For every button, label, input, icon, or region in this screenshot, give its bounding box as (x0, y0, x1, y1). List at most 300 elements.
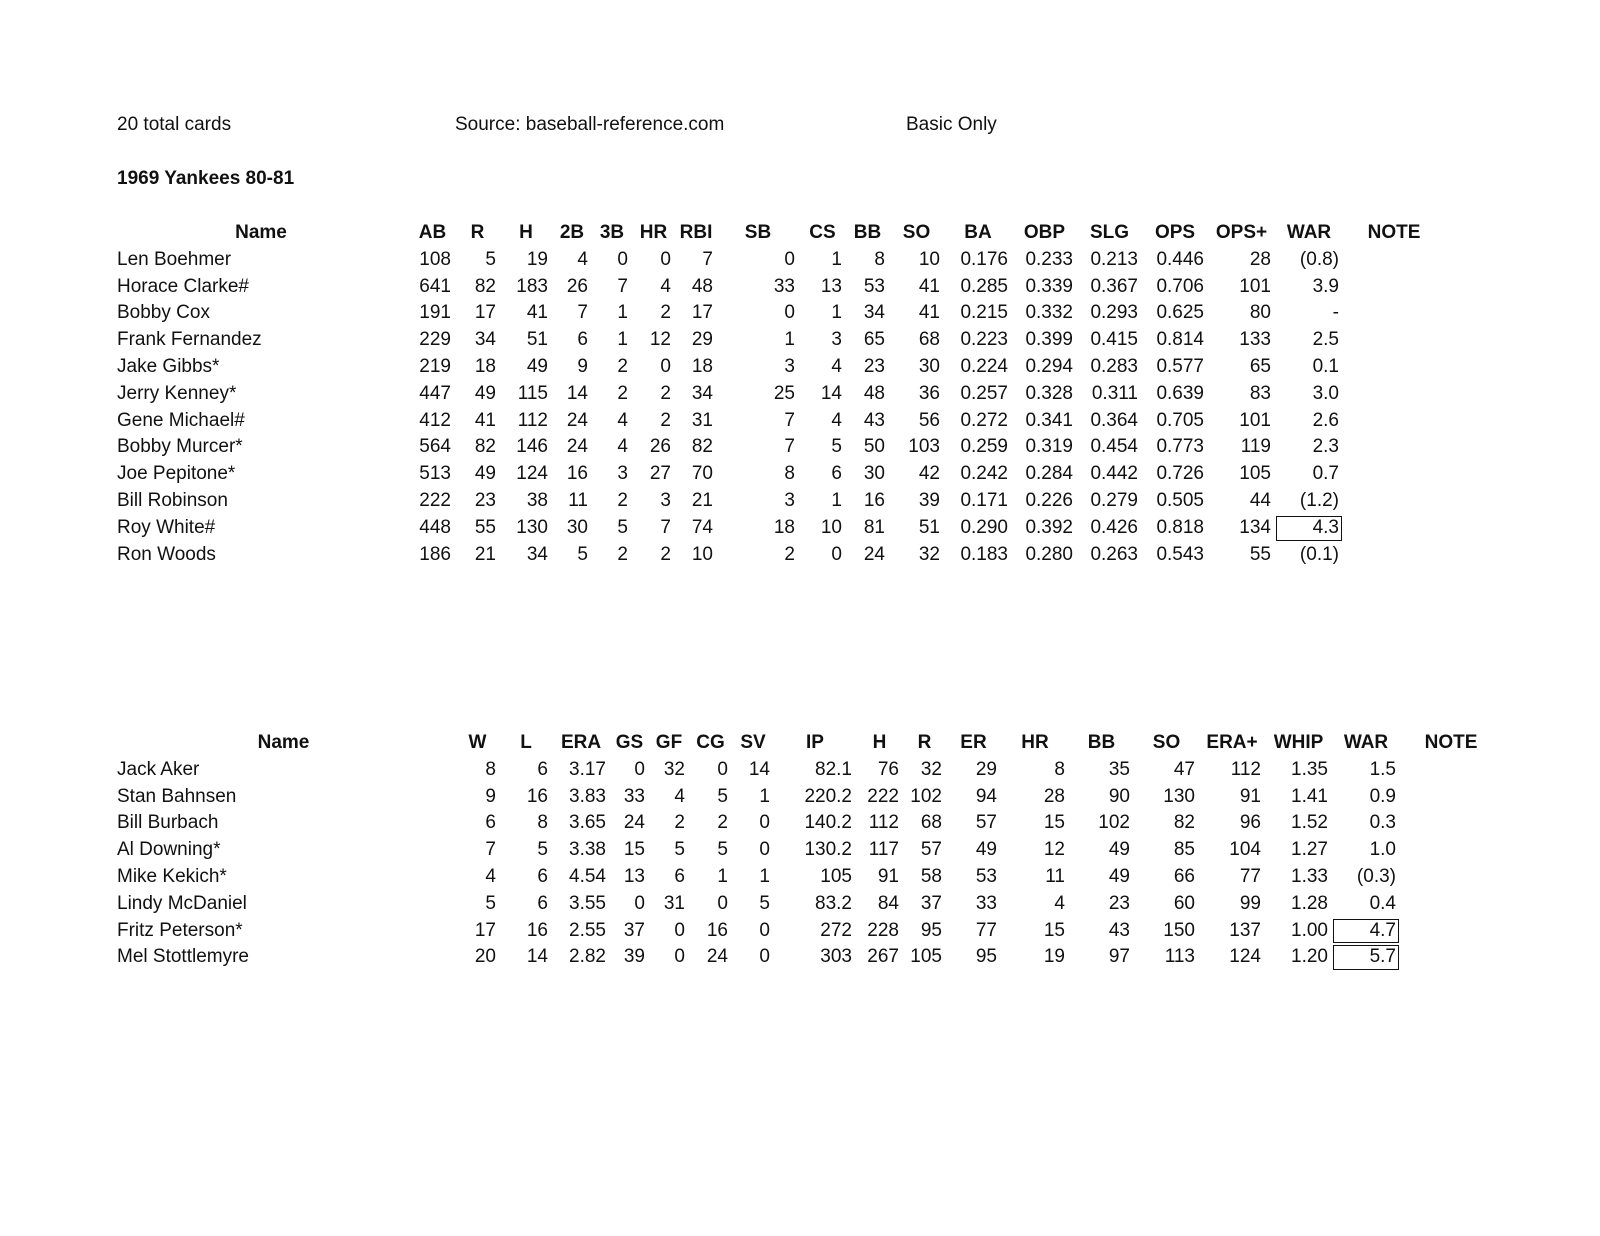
batting-cell-rbi: 74 (691, 516, 713, 538)
pitching-cell-hr: 4 (1054, 892, 1065, 914)
batting-cell-3b: 4 (617, 409, 628, 431)
pitching-cell-hr: 28 (1043, 785, 1065, 807)
batting-cell-note (1343, 434, 1445, 461)
batting-cell-war: 3.0 (1312, 382, 1339, 404)
batting-cell-cs: 13 (820, 275, 842, 297)
batting-cell-bb: 16 (863, 489, 885, 511)
batting-cell-2b: 30 (566, 516, 588, 538)
pitching-cell-l: 14 (526, 946, 548, 968)
pitching-cell-whip: 1.41 (1291, 785, 1328, 807)
batting-cell-sb: 7 (784, 436, 795, 458)
pitching-table (112, 730, 1502, 971)
pitching-row (112, 944, 1502, 971)
pitching-cell-gf: 4 (674, 785, 685, 807)
pitching-cell-w: 20 (474, 946, 496, 968)
batting-cell-name: Jake Gibbs* (117, 355, 220, 377)
batting-cell-h: 34 (526, 543, 548, 565)
batting-row (112, 247, 1445, 274)
pitching-col-header-h: H (872, 732, 887, 753)
batting-cell-ba: 0.224 (960, 355, 1008, 377)
batting-cell-obp: 0.319 (1025, 436, 1073, 458)
pitching-row (112, 891, 1502, 918)
batting-row (112, 542, 1445, 569)
batting-cell-ops-plus: 119 (1240, 436, 1271, 458)
pitching-cell-bb: 43 (1108, 919, 1130, 941)
batting-col-header-name: Name (235, 222, 287, 243)
batting-cell-sb: 8 (784, 463, 795, 485)
batting-cell-2b: 24 (566, 436, 588, 458)
batting-cell-2b: 14 (566, 382, 588, 404)
batting-cell-r: 5 (485, 248, 496, 270)
batting-cell-ab: 229 (419, 329, 451, 351)
batting-cell-hr: 27 (649, 463, 671, 485)
batting-cell-2b: 7 (577, 302, 588, 324)
pitching-cell-r: 102 (910, 785, 942, 807)
batting-cell-name: Horace Clarke# (117, 275, 249, 297)
batting-cell-ops: 0.705 (1156, 409, 1204, 431)
batting-cell-bb: 53 (863, 275, 885, 297)
batting-cell-2b: 5 (577, 543, 588, 565)
pitching-cell-r: 95 (920, 919, 942, 941)
batting-cell-war: (0.8) (1299, 248, 1339, 270)
batting-cell-war: 4.3 (1275, 515, 1343, 542)
batting-cell-r: 17 (474, 302, 496, 324)
batting-cell-rbi: 29 (691, 329, 713, 351)
batting-cell-ops-plus: 65 (1249, 355, 1271, 377)
batting-cell-slg: 0.213 (1090, 248, 1138, 270)
batting-cell-war: 3.9 (1312, 275, 1339, 297)
batting-cell-ab: 186 (419, 543, 451, 565)
batting-cell-cs: 1 (831, 302, 842, 324)
pitching-cell-note (1400, 810, 1502, 837)
batting-cell-3b: 0 (617, 248, 628, 270)
pitching-cell-r: 57 (920, 839, 942, 861)
batting-cell-bb: 43 (863, 409, 885, 431)
batting-cell-so: 39 (918, 489, 940, 511)
batting-cell-h: 49 (526, 355, 548, 377)
batting-cell-rbi: 48 (691, 275, 713, 297)
pitching-cell-whip: 1.35 (1291, 758, 1328, 780)
pitching-cell-h: 112 (868, 812, 899, 834)
batting-cell-ops: 0.505 (1156, 489, 1204, 511)
pitching-cell-bb: 49 (1108, 839, 1130, 861)
source-label: Source: baseball-reference.com (455, 114, 725, 135)
batting-cell-r: 49 (474, 382, 496, 404)
batting-cell-so: 10 (918, 248, 940, 270)
pitching-cell-w: 5 (485, 892, 496, 914)
batting-cell-cs: 6 (831, 463, 842, 485)
pitching-cell-note (1400, 837, 1502, 864)
pitching-cell-era: 3.65 (569, 812, 606, 834)
pitching-cell-gf: 31 (663, 892, 685, 914)
batting-cell-hr: 2 (660, 409, 671, 431)
pitching-cell-ip: 303 (820, 946, 852, 968)
pitching-cell-sv: 1 (759, 865, 770, 887)
batting-cell-ops: 0.818 (1156, 516, 1204, 538)
pitching-col-header-er: ER (960, 732, 987, 753)
pitching-cell-l: 16 (526, 919, 548, 941)
batting-cell-3b: 1 (617, 302, 628, 324)
pitching-cell-gs: 15 (623, 839, 645, 861)
batting-col-header-h: H (519, 222, 533, 243)
batting-cell-ops: 0.543 (1156, 543, 1204, 565)
batting-cell-war: 2.6 (1312, 409, 1339, 431)
pitching-cell-gs: 39 (623, 946, 645, 968)
batting-cell-note (1343, 488, 1445, 515)
batting-cell-ba: 0.272 (960, 409, 1008, 431)
batting-cell-name: Gene Michael# (117, 409, 245, 431)
batting-cell-hr: 2 (660, 302, 671, 324)
batting-cell-h: 183 (516, 275, 548, 297)
batting-cell-sb: 1 (784, 329, 795, 351)
pitching-cell-ip: 83.2 (815, 892, 852, 914)
batting-cell-r: 18 (474, 355, 496, 377)
pitching-cell-h: 84 (877, 892, 899, 914)
batting-cell-name: Frank Fernandez (117, 329, 262, 351)
batting-cell-obp: 0.339 (1025, 275, 1073, 297)
batting-cell-slg: 0.283 (1090, 355, 1138, 377)
pitching-cell-sv: 0 (759, 946, 770, 968)
pitching-cell-gf: 2 (674, 812, 685, 834)
pitching-cell-r: 37 (920, 892, 942, 914)
batting-cell-note (1343, 515, 1445, 542)
batting-cell-slg: 0.311 (1091, 382, 1138, 404)
batting-cell-name: Bobby Cox (117, 302, 210, 324)
pitching-cell-ip: 140.2 (804, 812, 852, 834)
pitching-cell-bb: 35 (1108, 758, 1130, 780)
batting-cell-ba: 0.215 (960, 302, 1008, 324)
batting-cell-ops-plus: 80 (1249, 302, 1271, 324)
pitching-cell-gf: 32 (663, 758, 685, 780)
batting-cell-hr: 26 (649, 436, 671, 458)
pitching-cell-sv: 1 (759, 785, 770, 807)
batting-col-header-slg: SLG (1089, 222, 1130, 243)
pitching-cell-name: Bill Burbach (117, 812, 219, 834)
batting-cell-bb: 81 (863, 516, 885, 538)
pitching-cell-er: 49 (975, 839, 997, 861)
batting-cell-2b: 11 (568, 489, 588, 511)
batting-cell-r: 21 (474, 543, 496, 565)
batting-cell-hr: 12 (649, 329, 671, 351)
batting-cell-hr: 3 (660, 489, 671, 511)
pitching-cell-so: 47 (1173, 758, 1195, 780)
batting-cell-rbi: 82 (691, 436, 713, 458)
batting-cell-rbi: 7 (702, 248, 713, 270)
pitching-cell-sv: 0 (759, 919, 770, 941)
batting-cell-war: 0.1 (1312, 355, 1339, 377)
batting-cell-h: 19 (526, 248, 548, 270)
pitching-cell-er: 77 (975, 919, 997, 941)
batting-cell-ops-plus: 55 (1249, 543, 1271, 565)
batting-cell-sb: 18 (773, 516, 795, 538)
batting-cell-note (1343, 327, 1445, 354)
pitching-cell-name: Fritz Peterson* (117, 919, 243, 941)
batting-cell-ops: 0.814 (1156, 329, 1204, 351)
pitching-col-header-note: NOTE (1424, 732, 1478, 753)
batting-cell-name: Jerry Kenney* (117, 382, 237, 404)
pitching-cell-era-plus: 124 (1229, 946, 1261, 968)
pitching-row (112, 918, 1502, 945)
batting-cell-ops: 0.726 (1156, 463, 1204, 485)
batting-cell-hr: 4 (660, 275, 671, 297)
pitching-cell-gs: 13 (623, 865, 645, 887)
batting-cell-2b: 6 (577, 329, 588, 351)
pitching-cell-gf: 5 (674, 839, 685, 861)
batting-cell-ops-plus: 134 (1239, 516, 1271, 538)
batting-cell-slg: 0.454 (1090, 436, 1138, 458)
pitching-col-header-so: SO (1152, 732, 1181, 753)
pitching-col-header-bb: BB (1087, 732, 1116, 753)
batting-cell-cs: 14 (820, 382, 842, 404)
pitching-cell-ip: 272 (820, 919, 852, 941)
batting-cell-h: 38 (526, 489, 548, 511)
pitching-cell-era-plus: 104 (1229, 839, 1261, 861)
pitching-cell-whip: 1.52 (1291, 812, 1328, 834)
batting-cell-ops: 0.577 (1156, 355, 1204, 377)
batting-cell-bb: 24 (863, 543, 885, 565)
pitching-cell-hr: 15 (1043, 919, 1065, 941)
pitching-cell-l: 6 (537, 892, 548, 914)
pitching-cell-bb: 49 (1108, 865, 1130, 887)
pitching-cell-bb: 90 (1108, 785, 1130, 807)
batting-row (112, 354, 1445, 381)
batting-cell-sb: 3 (784, 355, 795, 377)
batting-cell-sb: 3 (784, 489, 795, 511)
batting-row (112, 300, 1445, 327)
batting-col-header-cs: CS (809, 222, 836, 243)
pitching-cell-h: 91 (877, 865, 899, 887)
batting-cell-ab: 412 (419, 409, 451, 431)
pitching-cell-whip: 1.33 (1291, 865, 1328, 887)
batting-cell-obp: 0.226 (1025, 489, 1073, 511)
batting-cell-cs: 10 (820, 516, 842, 538)
batting-cell-slg: 0.279 (1090, 489, 1138, 511)
batting-cell-hr: 2 (660, 382, 671, 404)
pitching-col-header-l: L (520, 732, 532, 753)
batting-cell-so: 42 (918, 463, 940, 485)
pitching-cell-er: 95 (975, 946, 997, 968)
batting-cell-name: Ron Woods (117, 543, 216, 565)
batting-cell-r: 82 (474, 436, 496, 458)
pitching-cell-name: Lindy McDaniel (117, 892, 247, 914)
batting-cell-3b: 2 (617, 382, 628, 404)
batting-cell-cs: 1 (831, 248, 842, 270)
batting-cell-bb: 30 (863, 463, 885, 485)
batting-cell-3b: 5 (617, 516, 628, 538)
batting-cell-obp: 0.328 (1025, 382, 1073, 404)
batting-col-header-ab: AB (418, 222, 447, 243)
batting-cell-ops: 0.625 (1156, 302, 1204, 324)
batting-cell-ops: 0.639 (1156, 382, 1204, 404)
batting-cell-war: 2.3 (1312, 436, 1339, 458)
batting-cell-r: 49 (474, 463, 496, 485)
batting-col-header-note: NOTE (1367, 222, 1421, 243)
pitching-cell-era: 3.38 (569, 839, 606, 861)
batting-cell-ops-plus: 101 (1239, 409, 1271, 431)
pitching-cell-r: 58 (920, 865, 942, 887)
pitching-cell-so: 130 (1163, 785, 1195, 807)
pitching-cell-gf: 6 (674, 865, 685, 887)
pitching-cell-cg: 2 (717, 812, 728, 834)
batting-cell-rbi: 10 (691, 543, 713, 565)
batting-cell-h: 130 (516, 516, 548, 538)
batting-cell-note (1343, 381, 1445, 408)
batting-col-header-rbi: RBI (679, 222, 713, 243)
batting-cell-sb: 25 (773, 382, 795, 404)
batting-cell-ba: 0.290 (960, 516, 1008, 538)
pitching-cell-so: 150 (1163, 919, 1195, 941)
batting-cell-3b: 3 (617, 463, 628, 485)
batting-table (112, 220, 1445, 568)
pitching-cell-h: 117 (868, 839, 899, 861)
batting-cell-ba: 0.171 (960, 489, 1008, 511)
mode-label: Basic Only (906, 114, 997, 135)
batting-col-header-bb: BB (853, 222, 882, 243)
batting-row (112, 327, 1445, 354)
batting-cell-so: 68 (918, 329, 940, 351)
pitching-cell-gf: 0 (674, 919, 685, 941)
batting-col-header-obp: OBP (1023, 222, 1066, 243)
pitching-cell-so: 82 (1173, 812, 1195, 834)
pitching-cell-so: 85 (1173, 839, 1195, 861)
batting-col-header-3b: 3B (599, 222, 625, 243)
batting-cell-name: Bill Robinson (117, 489, 228, 511)
batting-cell-ab: 447 (419, 382, 451, 404)
pitching-cell-war: 0.3 (1369, 812, 1396, 834)
pitching-cell-w: 7 (485, 839, 496, 861)
pitching-cell-era: 2.55 (569, 919, 606, 941)
batting-cell-note (1343, 461, 1445, 488)
pitching-cell-l: 5 (537, 839, 548, 861)
batting-cell-so: 51 (918, 516, 940, 538)
batting-cell-note (1343, 542, 1445, 569)
pitching-cell-l: 6 (537, 865, 548, 887)
batting-cell-so: 103 (908, 436, 940, 458)
batting-cell-ab: 191 (419, 302, 451, 324)
pitching-cell-cg: 24 (706, 946, 728, 968)
batting-cell-war: 0.7 (1312, 463, 1339, 485)
pitching-cell-so: 113 (1164, 946, 1195, 968)
pitching-cell-l: 6 (537, 758, 548, 780)
pitching-cell-era-plus: 137 (1229, 919, 1261, 941)
pitching-cell-hr: 11 (1045, 865, 1065, 887)
pitching-cell-w: 8 (485, 758, 496, 780)
batting-cell-obp: 0.399 (1025, 329, 1073, 351)
batting-cell-h: 146 (516, 436, 548, 458)
batting-cell-bb: 65 (863, 329, 885, 351)
batting-cell-note (1343, 247, 1445, 274)
batting-cell-bb: 48 (863, 382, 885, 404)
pitching-cell-era: 3.55 (569, 892, 606, 914)
batting-cell-3b: 7 (617, 275, 628, 297)
batting-cell-obp: 0.294 (1025, 355, 1073, 377)
batting-col-header-ops-plus: OPS+ (1215, 222, 1268, 243)
batting-cell-ops: 0.773 (1156, 436, 1204, 458)
pitching-cell-so: 66 (1173, 865, 1195, 887)
page-title: 1969 Yankees 80-81 (117, 168, 295, 189)
batting-cell-so: 36 (918, 382, 940, 404)
pitching-cell-war: 5.7 (1332, 944, 1400, 971)
batting-cell-2b: 9 (577, 355, 588, 377)
pitching-cell-name: Jack Aker (117, 758, 200, 780)
pitching-cell-l: 16 (526, 785, 548, 807)
pitching-cell-note (1400, 864, 1502, 891)
batting-cell-3b: 2 (617, 489, 628, 511)
pitching-cell-name: Mike Kekich* (117, 865, 227, 887)
batting-cell-hr: 7 (660, 516, 671, 538)
batting-cell-h: 41 (526, 302, 548, 324)
pitching-col-header-r: R (917, 732, 932, 753)
pitching-cell-name: Stan Bahnsen (117, 785, 237, 807)
pitching-cell-note (1400, 891, 1502, 918)
batting-cell-hr: 2 (660, 543, 671, 565)
pitching-cell-bb: 97 (1108, 946, 1130, 968)
batting-cell-3b: 4 (617, 436, 628, 458)
pitching-cell-era: 3.83 (569, 785, 606, 807)
pitching-cell-era: 3.17 (569, 758, 606, 780)
pitching-cell-era-plus: 112 (1230, 758, 1261, 780)
batting-cell-slg: 0.263 (1090, 543, 1138, 565)
batting-cell-ba: 0.183 (960, 543, 1008, 565)
batting-cell-obp: 0.332 (1025, 302, 1073, 324)
batting-cell-name: Joe Pepitone* (117, 463, 236, 485)
batting-cell-name: Roy White# (117, 516, 216, 538)
batting-cell-ops-plus: 83 (1249, 382, 1271, 404)
pitching-cell-cg: 5 (717, 785, 728, 807)
batting-col-header-ops: OPS (1154, 222, 1196, 243)
pitching-cell-l: 8 (537, 812, 548, 834)
pitching-col-header-name: Name (257, 732, 310, 753)
pitching-col-header-era: ERA (560, 732, 602, 753)
pitching-cell-whip: 1.00 (1291, 919, 1328, 941)
batting-cell-h: 115 (517, 382, 548, 404)
pitching-cell-gs: 33 (623, 785, 645, 807)
total-cards-label: 20 total cards (117, 114, 232, 135)
pitching-cell-note (1400, 757, 1502, 784)
batting-cell-ba: 0.242 (960, 463, 1008, 485)
batting-row (112, 488, 1445, 515)
pitching-col-header-gs: GS (615, 732, 644, 753)
batting-cell-cs: 3 (831, 329, 842, 351)
pitching-cell-hr: 12 (1043, 839, 1065, 861)
pitching-cell-gs: 37 (623, 919, 645, 941)
pitching-cell-war: 1.5 (1369, 758, 1396, 780)
batting-cell-2b: 4 (577, 248, 588, 270)
pitching-cell-ip: 82.1 (815, 758, 852, 780)
pitching-cell-cg: 16 (706, 919, 728, 941)
batting-cell-ops-plus: 105 (1239, 463, 1271, 485)
batting-row (112, 515, 1445, 542)
batting-cell-so: 41 (918, 302, 940, 324)
batting-cell-cs: 5 (831, 436, 842, 458)
pitching-cell-cg: 0 (717, 892, 728, 914)
batting-cell-note (1343, 300, 1445, 327)
batting-col-header-hr: HR (639, 222, 668, 243)
batting-cell-war: 2.5 (1312, 329, 1339, 351)
batting-cell-rbi: 31 (691, 409, 713, 431)
batting-cell-so: 30 (918, 355, 940, 377)
batting-row (112, 274, 1445, 301)
batting-cell-slg: 0.415 (1090, 329, 1138, 351)
pitching-cell-gs: 0 (634, 758, 645, 780)
batting-cell-bb: 34 (863, 302, 885, 324)
pitching-cell-hr: 15 (1043, 812, 1065, 834)
batting-cell-note (1343, 274, 1445, 301)
batting-cell-slg: 0.293 (1090, 302, 1138, 324)
batting-cell-war: - (1332, 302, 1339, 324)
pitching-col-header-ip: IP (806, 732, 824, 753)
pitching-cell-war: (0.3) (1356, 865, 1396, 887)
